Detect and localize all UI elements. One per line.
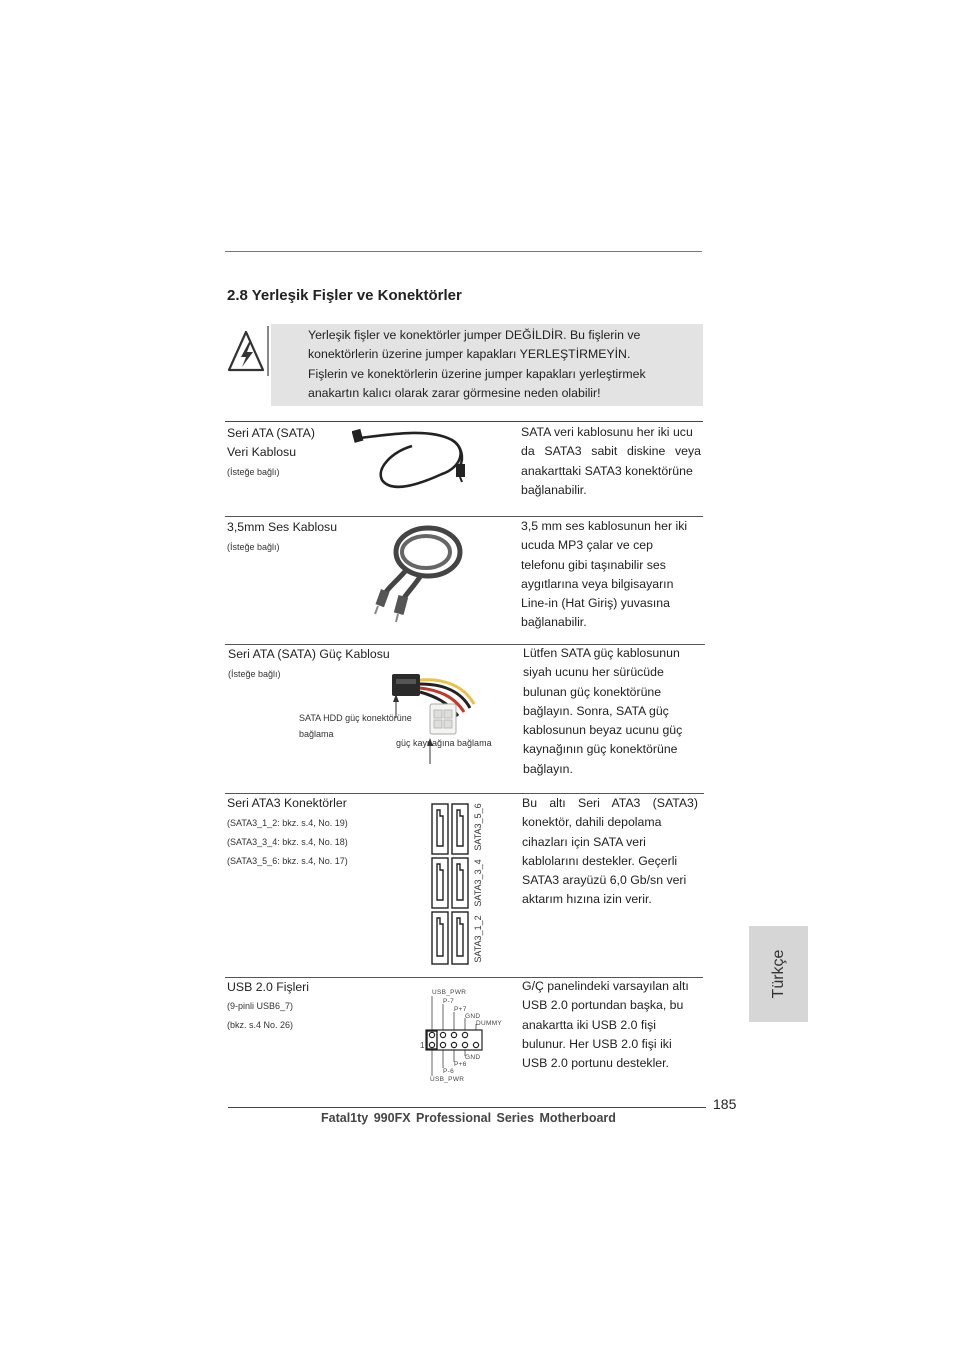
desc-line: 3,5 mm ses kablosunun her iki	[521, 519, 688, 533]
usb-note: (9-pinli USB6_7)	[227, 1001, 294, 1011]
warning-line: konektörlerin üzerine jumper kapakları YERLEŞTİRMEYİN.	[308, 347, 631, 362]
footer-product-name: Fatal1ty 990FX Professional Series Motherboard	[321, 1111, 616, 1125]
hdd-connector-label2: bağlama	[299, 729, 334, 739]
pin-label: P+7	[454, 1006, 467, 1013]
top-rule	[225, 251, 702, 252]
sata3-ref: (SATA3_3_4: bkz. s.4, No. 18)	[227, 837, 348, 847]
pointer-arrows	[390, 694, 440, 764]
desc-line: kablolarını destekler. Geçerli	[522, 853, 678, 868]
desc-line: bulunur. Her USB 2.0 fişi iki	[522, 1036, 672, 1051]
desc-line: Line-in (Hat Giriş) yuvasına	[521, 596, 670, 611]
sata3-title: Seri ATA3 Konektörler	[227, 796, 347, 810]
usb-description	[522, 977, 708, 1073]
desc-line: da SATA3 sabit diskine veya	[521, 444, 701, 459]
sata3-port-pair	[432, 912, 468, 964]
usb-ref: (bkz. s.4 No. 26)	[227, 1020, 294, 1030]
audio-cable-image	[368, 522, 468, 632]
usb-title: USB 2.0 Fişleri	[227, 980, 310, 994]
desc-line: Bu altı Seri ATA3 (SATA3)	[522, 796, 698, 810]
sata3-connectors-diagram	[430, 800, 472, 970]
desc-line: telefonu gibi taşınabilir ses	[521, 557, 666, 572]
pin-one-label: 1	[420, 1041, 425, 1050]
sata-cable-note: (İsteğe bağlı)	[227, 467, 280, 477]
pin-label: P-7	[443, 998, 455, 1005]
sata-cable-description	[521, 423, 701, 500]
desc-line: USB 2.0 portunu destekler.	[522, 1056, 669, 1071]
section-title: 2.8 Yerleşik Fişler ve Konektörler	[227, 287, 462, 304]
row-divider	[225, 421, 703, 422]
desc-line: siyah ucunu her sürücüde	[523, 665, 664, 680]
sata3-port-pair	[432, 804, 468, 854]
power-cable-note: (İsteğe bağlı)	[228, 669, 281, 679]
sata3-description	[522, 794, 698, 910]
pin-label: P+6	[454, 1061, 467, 1068]
warning-line: Fişlerin ve konektörlerin üzerine jumper kapakları yerleştirmek	[308, 366, 646, 381]
sata3-ref: (SATA3_5_6: bkz. s.4, No. 17)	[227, 856, 348, 866]
desc-line: G/Ç panelindeki varsayılan altı	[522, 979, 689, 993]
desc-line: cihazları için SATA veri	[522, 834, 646, 849]
pin-label: GND	[465, 1054, 481, 1061]
desc-line: kaynağının güç konektörüne	[523, 742, 678, 757]
desc-line: anakarttaki SATA3 konektörüne	[521, 463, 693, 478]
desc-line: aktarım hızına izin verir.	[522, 892, 652, 907]
desc-line: anakartta iki USB 2.0 fişi	[522, 1017, 656, 1032]
sata3-label-column	[470, 800, 486, 970]
desc-line: SATA veri kablosunu her iki ucu	[521, 425, 693, 439]
desc-line: bağlanabilir.	[521, 615, 587, 630]
pin-label: USB_PWR	[430, 1076, 465, 1083]
sata3-port-pair	[432, 858, 468, 908]
warning-line: Yerleşik fişler ve konektörler jumper DEĞİLDİR. Bu fişlerin ve	[308, 328, 641, 342]
desc-line: kablosunun beyaz ucunu güç	[523, 723, 683, 738]
desc-line: bağlayın.	[523, 761, 573, 776]
psu-connector-label: güç kaynağına bağlama	[396, 738, 492, 748]
desc-line: konektör, dahili depolama	[522, 815, 662, 830]
warning-text	[308, 326, 698, 403]
desc-line: USB 2.0 portundan başka, bu	[522, 998, 684, 1013]
audio-cable-description	[521, 517, 707, 633]
pin-label: DUMMY	[476, 1020, 503, 1027]
pin-label: GND	[465, 1013, 481, 1020]
sata3-label-3-4: SATA3_3_4	[473, 859, 483, 907]
language-side-tab-label: Türkçe	[769, 949, 787, 999]
hdd-connector-label: SATA HDD güç konektörüne	[299, 713, 412, 723]
audio-cable-title: 3,5mm Ses Kablosu	[227, 520, 338, 534]
language-side-tab	[749, 926, 808, 1022]
lightning-warning-icon	[226, 324, 270, 376]
desc-line: bağlanabilir.	[521, 482, 587, 497]
pin-label: P-6	[443, 1068, 455, 1075]
power-cable-title: Seri ATA (SATA) Güç Kablosu	[228, 647, 390, 661]
sata3-ref: (SATA3_1_2: bkz. s.4, No. 19)	[227, 818, 348, 828]
sata3-label-1-2: SATA3_1_2	[473, 915, 483, 963]
warning-line: anakartın kalıcı olarak zarar görmesine neden olabilir!	[308, 385, 601, 400]
pin-label: USB_PWR	[432, 989, 467, 996]
desc-line: ucuda MP3 çalar ve cep	[521, 538, 653, 553]
desc-line: aygıtlarına veya bilgisayarın	[521, 576, 674, 591]
usb-header-diagram	[424, 994, 484, 1078]
desc-line: SATA3 arayüzü 6,0 Gb/sn veri	[522, 873, 687, 888]
audio-cable-note: (İsteğe bağlı)	[227, 542, 280, 552]
page-number: 185	[713, 1096, 737, 1112]
desc-line: bulunan güç konektörüne	[523, 684, 662, 699]
sata-cable-title2: Veri Kablosu	[227, 445, 297, 459]
sata-data-cable-image	[352, 424, 492, 508]
footer-rule	[228, 1107, 706, 1108]
sata3-label-5-6: SATA3_5_6	[473, 803, 483, 851]
sata-cable-title: Seri ATA (SATA)	[227, 426, 315, 440]
desc-line: bağlayın. Sonra, SATA güç	[523, 703, 669, 718]
desc-line: Lütfen SATA güç kablosunun	[523, 646, 680, 660]
power-cable-description	[523, 644, 709, 779]
